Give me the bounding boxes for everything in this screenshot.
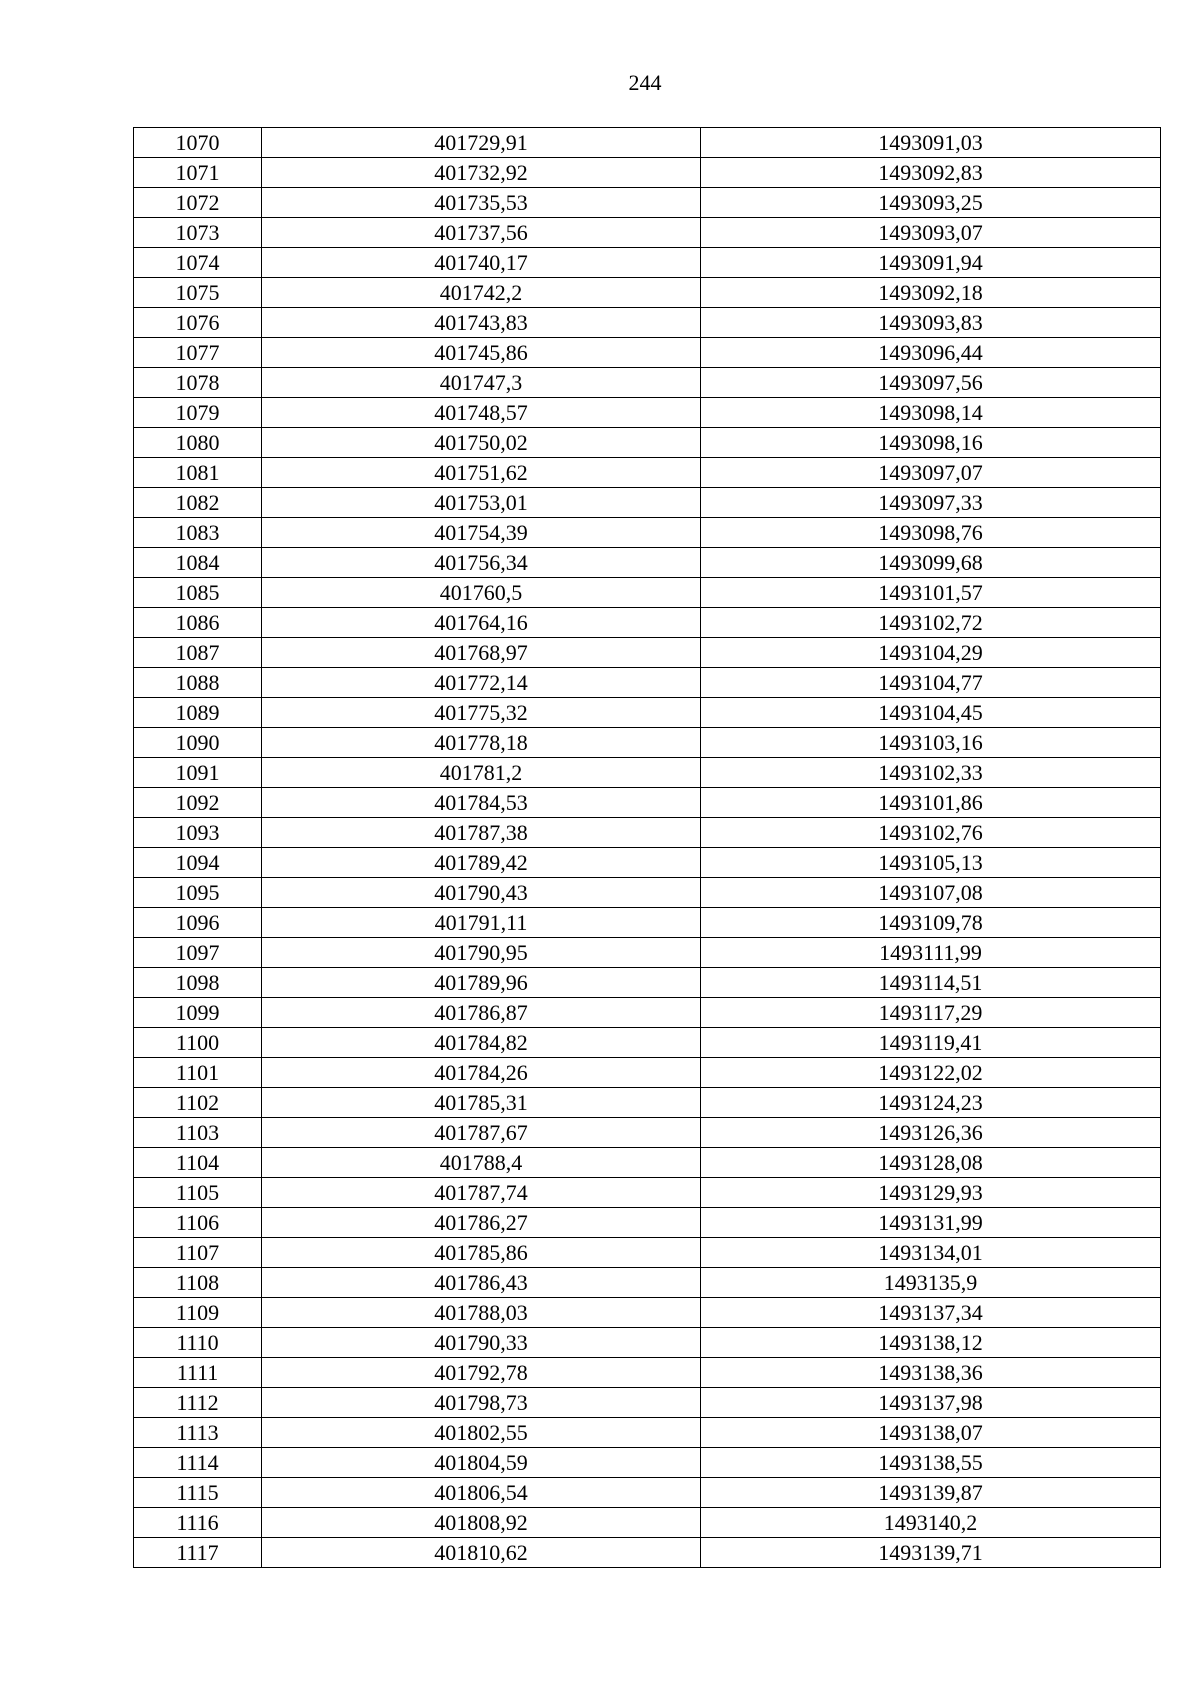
x-coordinate-cell: 401786,87 [262,998,701,1028]
point-number-cell: 1107 [134,1238,262,1268]
point-number-cell: 1095 [134,878,262,908]
x-coordinate-cell: 401787,74 [262,1178,701,1208]
y-coordinate-cell: 1493137,98 [701,1388,1161,1418]
point-number-cell: 1109 [134,1298,262,1328]
y-coordinate-cell: 1493102,76 [701,818,1161,848]
table-row [134,578,1161,608]
x-coordinate-cell: 401751,62 [262,458,701,488]
y-coordinate-cell: 1493109,78 [701,908,1161,938]
table-row [134,428,1161,458]
x-coordinate-cell: 401787,67 [262,1118,701,1148]
x-coordinate-cell: 401790,33 [262,1328,701,1358]
table-row [134,668,1161,698]
x-coordinate-cell: 401804,59 [262,1448,701,1478]
y-coordinate-cell: 1493140,2 [701,1508,1161,1538]
y-coordinate-cell: 1493093,83 [701,308,1161,338]
point-number-cell: 1073 [134,218,262,248]
point-number-cell: 1075 [134,278,262,308]
point-number-cell: 1102 [134,1088,262,1118]
x-coordinate-cell: 401743,83 [262,308,701,338]
y-coordinate-cell: 1493091,03 [701,128,1161,158]
x-coordinate-cell: 401781,2 [262,758,701,788]
table-row [134,998,1161,1028]
y-coordinate-cell: 1493124,23 [701,1088,1161,1118]
table-row [134,518,1161,548]
x-coordinate-cell: 401729,91 [262,128,701,158]
x-coordinate-cell: 401802,55 [262,1418,701,1448]
table-row [134,278,1161,308]
y-coordinate-cell: 1493131,99 [701,1208,1161,1238]
point-number-cell: 1086 [134,608,262,638]
table-row [134,308,1161,338]
table-row [134,1208,1161,1238]
y-coordinate-cell: 1493139,71 [701,1538,1161,1568]
point-number-cell: 1082 [134,488,262,518]
x-coordinate-cell: 401791,11 [262,908,701,938]
point-number-cell: 1079 [134,398,262,428]
y-coordinate-cell: 1493097,07 [701,458,1161,488]
coordinates-table-body [134,128,1161,1568]
table-row [134,848,1161,878]
point-number-cell: 1097 [134,938,262,968]
y-coordinate-cell: 1493135,9 [701,1268,1161,1298]
x-coordinate-cell: 401745,86 [262,338,701,368]
table-row [134,818,1161,848]
x-coordinate-cell: 401788,4 [262,1148,701,1178]
point-number-cell: 1071 [134,158,262,188]
table-row [134,548,1161,578]
x-coordinate-cell: 401775,32 [262,698,701,728]
table-row [134,128,1161,158]
point-number-cell: 1099 [134,998,262,1028]
table-row [134,248,1161,278]
x-coordinate-cell: 401740,17 [262,248,701,278]
y-coordinate-cell: 1493107,08 [701,878,1161,908]
table-row [134,1028,1161,1058]
y-coordinate-cell: 1493111,99 [701,938,1161,968]
y-coordinate-cell: 1493104,77 [701,668,1161,698]
table-row [134,788,1161,818]
y-coordinate-cell: 1493104,29 [701,638,1161,668]
y-coordinate-cell: 1493102,72 [701,608,1161,638]
y-coordinate-cell: 1493122,02 [701,1058,1161,1088]
y-coordinate-cell: 1493098,14 [701,398,1161,428]
point-number-cell: 1092 [134,788,262,818]
point-number-cell: 1104 [134,1148,262,1178]
point-number-cell: 1114 [134,1448,262,1478]
table-row [134,158,1161,188]
y-coordinate-cell: 1493101,57 [701,578,1161,608]
table-row [134,908,1161,938]
point-number-cell: 1096 [134,908,262,938]
table-row [134,1118,1161,1148]
x-coordinate-cell: 401748,57 [262,398,701,428]
table-row [134,938,1161,968]
y-coordinate-cell: 1493092,83 [701,158,1161,188]
x-coordinate-cell: 401735,53 [262,188,701,218]
point-number-cell: 1117 [134,1538,262,1568]
y-coordinate-cell: 1493119,41 [701,1028,1161,1058]
y-coordinate-cell: 1493138,07 [701,1418,1161,1448]
x-coordinate-cell: 401753,01 [262,488,701,518]
table-row [134,698,1161,728]
point-number-cell: 1110 [134,1328,262,1358]
y-coordinate-cell: 1493138,55 [701,1448,1161,1478]
point-number-cell: 1091 [134,758,262,788]
coordinates-table [133,127,1161,1568]
x-coordinate-cell: 401790,43 [262,878,701,908]
point-number-cell: 1093 [134,818,262,848]
x-coordinate-cell: 401778,18 [262,728,701,758]
y-coordinate-cell: 1493117,29 [701,998,1161,1028]
table-row [134,878,1161,908]
y-coordinate-cell: 1493093,25 [701,188,1161,218]
point-number-cell: 1101 [134,1058,262,1088]
table-row [134,1358,1161,1388]
table-row [134,1088,1161,1118]
table-row [134,368,1161,398]
x-coordinate-cell: 401768,97 [262,638,701,668]
y-coordinate-cell: 1493097,33 [701,488,1161,518]
x-coordinate-cell: 401789,42 [262,848,701,878]
x-coordinate-cell: 401790,95 [262,938,701,968]
point-number-cell: 1116 [134,1508,262,1538]
x-coordinate-cell: 401810,62 [262,1538,701,1568]
y-coordinate-cell: 1493092,18 [701,278,1161,308]
y-coordinate-cell: 1493138,36 [701,1358,1161,1388]
y-coordinate-cell: 1493098,76 [701,518,1161,548]
x-coordinate-cell: 401754,39 [262,518,701,548]
y-coordinate-cell: 1493128,08 [701,1148,1161,1178]
table-row [134,758,1161,788]
table-row [134,1178,1161,1208]
point-number-cell: 1077 [134,338,262,368]
x-coordinate-cell: 401787,38 [262,818,701,848]
table-row [134,728,1161,758]
y-coordinate-cell: 1493129,93 [701,1178,1161,1208]
point-number-cell: 1084 [134,548,262,578]
y-coordinate-cell: 1493137,34 [701,1298,1161,1328]
x-coordinate-cell: 401732,92 [262,158,701,188]
table-row [134,1238,1161,1268]
table-row [134,1058,1161,1088]
x-coordinate-cell: 401786,43 [262,1268,701,1298]
x-coordinate-cell: 401784,53 [262,788,701,818]
x-coordinate-cell: 401808,92 [262,1508,701,1538]
point-number-cell: 1080 [134,428,262,458]
y-coordinate-cell: 1493138,12 [701,1328,1161,1358]
table-row [134,1508,1161,1538]
y-coordinate-cell: 1493105,13 [701,848,1161,878]
table-row [134,1148,1161,1178]
y-coordinate-cell: 1493102,33 [701,758,1161,788]
y-coordinate-cell: 1493103,16 [701,728,1161,758]
point-number-cell: 1085 [134,578,262,608]
point-number-cell: 1113 [134,1418,262,1448]
x-coordinate-cell: 401747,3 [262,368,701,398]
table-row [134,638,1161,668]
y-coordinate-cell: 1493126,36 [701,1118,1161,1148]
y-coordinate-cell: 1493134,01 [701,1238,1161,1268]
x-coordinate-cell: 401785,86 [262,1238,701,1268]
point-number-cell: 1081 [134,458,262,488]
x-coordinate-cell: 401756,34 [262,548,701,578]
table-row [134,458,1161,488]
table-row [134,1298,1161,1328]
x-coordinate-cell: 401764,16 [262,608,701,638]
table-row [134,338,1161,368]
point-number-cell: 1087 [134,638,262,668]
table-row [134,1418,1161,1448]
x-coordinate-cell: 401785,31 [262,1088,701,1118]
point-number-cell: 1108 [134,1268,262,1298]
table-row [134,1448,1161,1478]
point-number-cell: 1072 [134,188,262,218]
y-coordinate-cell: 1493097,56 [701,368,1161,398]
point-number-cell: 1070 [134,128,262,158]
point-number-cell: 1094 [134,848,262,878]
table-row [134,488,1161,518]
y-coordinate-cell: 1493091,94 [701,248,1161,278]
point-number-cell: 1089 [134,698,262,728]
point-number-cell: 1112 [134,1388,262,1418]
page-number: 244 [628,70,662,95]
x-coordinate-cell: 401789,96 [262,968,701,998]
point-number-cell: 1078 [134,368,262,398]
x-coordinate-cell: 401742,2 [262,278,701,308]
y-coordinate-cell: 1493093,07 [701,218,1161,248]
table-row [134,1538,1161,1568]
x-coordinate-cell: 401806,54 [262,1478,701,1508]
x-coordinate-cell: 401784,82 [262,1028,701,1058]
point-number-cell: 1088 [134,668,262,698]
y-coordinate-cell: 1493104,45 [701,698,1161,728]
table-row [134,1388,1161,1418]
point-number-cell: 1100 [134,1028,262,1058]
point-number-cell: 1106 [134,1208,262,1238]
table-row [134,1268,1161,1298]
point-number-cell: 1098 [134,968,262,998]
y-coordinate-cell: 1493139,87 [701,1478,1161,1508]
table-row [134,1328,1161,1358]
x-coordinate-cell: 401788,03 [262,1298,701,1328]
y-coordinate-cell: 1493096,44 [701,338,1161,368]
point-number-cell: 1105 [134,1178,262,1208]
x-coordinate-cell: 401760,5 [262,578,701,608]
point-number-cell: 1115 [134,1478,262,1508]
table-row [134,1478,1161,1508]
y-coordinate-cell: 1493098,16 [701,428,1161,458]
table-row [134,968,1161,998]
table-row [134,218,1161,248]
table-row [134,398,1161,428]
y-coordinate-cell: 1493099,68 [701,548,1161,578]
x-coordinate-cell: 401798,73 [262,1388,701,1418]
x-coordinate-cell: 401737,56 [262,218,701,248]
x-coordinate-cell: 401784,26 [262,1058,701,1088]
table-row [134,188,1161,218]
point-number-cell: 1074 [134,248,262,278]
x-coordinate-cell: 401772,14 [262,668,701,698]
x-coordinate-cell: 401792,78 [262,1358,701,1388]
x-coordinate-cell: 401786,27 [262,1208,701,1238]
point-number-cell: 1083 [134,518,262,548]
y-coordinate-cell: 1493101,86 [701,788,1161,818]
point-number-cell: 1090 [134,728,262,758]
point-number-cell: 1111 [134,1358,262,1388]
x-coordinate-cell: 401750,02 [262,428,701,458]
y-coordinate-cell: 1493114,51 [701,968,1161,998]
point-number-cell: 1103 [134,1118,262,1148]
table-row [134,608,1161,638]
point-number-cell: 1076 [134,308,262,338]
